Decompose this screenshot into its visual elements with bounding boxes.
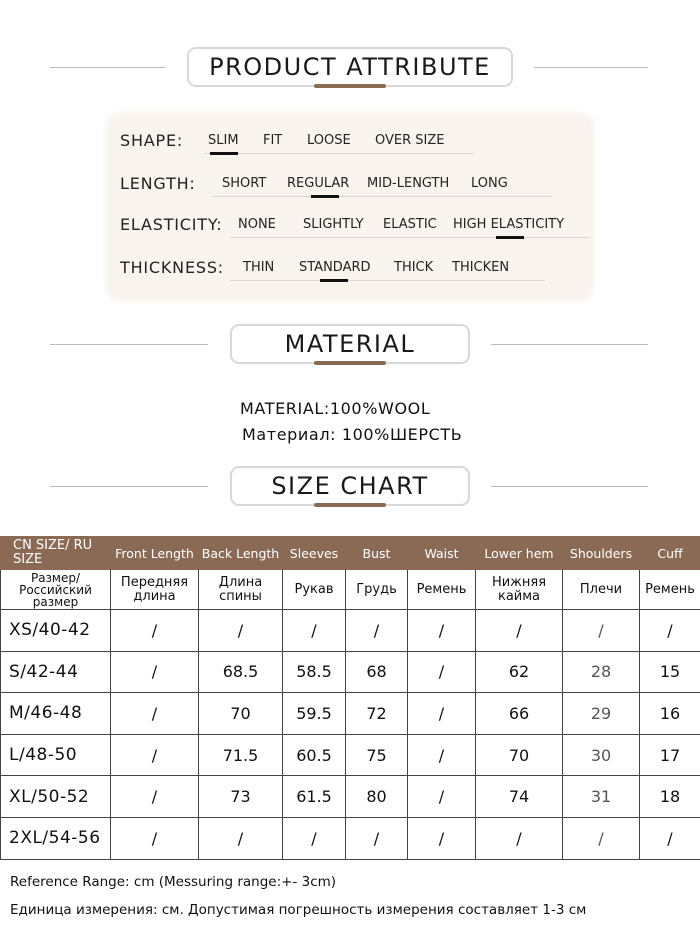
table-cell: 70 (476, 734, 563, 776)
divider-left (50, 344, 208, 345)
table-cell: / (199, 817, 283, 859)
table-cell: 70 (199, 693, 283, 735)
divider-right (491, 344, 648, 345)
table-cell: / (476, 817, 563, 859)
table-cell: / (199, 610, 283, 652)
attribute-option: SHORT (222, 176, 267, 191)
table-cell: 80 (346, 776, 408, 818)
table-cell: 66 (476, 693, 563, 735)
column-header-en: Waist (408, 537, 476, 570)
material-title-box (230, 324, 470, 364)
material-ru: Материал: 100%ШЕРСТЬ (242, 425, 463, 444)
attribute-baseline (230, 280, 545, 281)
attribute-label: THICKNESS: (120, 258, 224, 277)
product-attribute-title: PRODUCT ATTRIBUTE (209, 53, 491, 81)
table-cell: 61.5 (283, 776, 346, 818)
table-cell: / (408, 776, 476, 818)
attribute-baseline (230, 237, 590, 238)
table-row (1, 693, 700, 735)
table-cell: 18 (640, 776, 700, 818)
table-cell: / (111, 776, 199, 818)
table-cell: / (283, 610, 346, 652)
attribute-option: HIGH ELASTICITY (453, 217, 565, 232)
size-column-header-en: CN SIZE/ RU SIZE (1, 537, 111, 570)
material-title: MATERIAL (284, 330, 416, 358)
table-cell: / (111, 693, 199, 735)
footnote-en: Reference Range: cm (Messuring range:+- 3cm) (10, 874, 337, 890)
attribute-label: LENGTH: (120, 174, 196, 193)
attribute-option: THICKEN (452, 260, 510, 275)
column-header-ru: Длина спины (199, 570, 283, 610)
column-header-ru: Грудь (346, 570, 408, 610)
table-cell: 15 (640, 651, 700, 693)
size-cell: XL/50-52 (1, 776, 111, 818)
table-cell: / (408, 693, 476, 735)
column-header-ru: Ремень (640, 570, 700, 610)
size-cell: 2XL/54-56 (1, 817, 111, 859)
column-header-ru: Рукав (283, 570, 346, 610)
attribute-option: LOOSE (307, 133, 351, 148)
attribute-option: NONE (238, 217, 276, 232)
product-attribute-header (0, 47, 700, 91)
size-cell: S/42-44 (1, 651, 111, 693)
selected-marker (311, 195, 339, 198)
table-cell: / (640, 817, 700, 859)
column-header-en: Lower hem (476, 537, 563, 570)
table-cell: 62 (476, 651, 563, 693)
size-chart-header (0, 466, 700, 510)
size-cell: XS/40-42 (1, 610, 111, 652)
table-cell: 68 (346, 651, 408, 693)
attribute-option: THICK (394, 260, 434, 275)
table-cell: / (111, 734, 199, 776)
table-cell: / (563, 610, 640, 652)
attribute-option: FIT (263, 133, 283, 148)
table-cell: / (346, 817, 408, 859)
column-header-ru: Ремень (408, 570, 476, 610)
attribute-baseline (212, 196, 552, 197)
column-header-en: Front Length (111, 537, 199, 570)
title-accent-bar (314, 503, 386, 507)
column-header-en: Back Length (199, 537, 283, 570)
table-cell: 60.5 (283, 734, 346, 776)
table-cell: / (476, 610, 563, 652)
table-cell: 29 (563, 693, 640, 735)
table-cell: / (640, 610, 700, 652)
divider-right (491, 486, 648, 487)
product-attribute-title-box (187, 47, 513, 87)
table-cell: 58.5 (283, 651, 346, 693)
column-header-ru: Передняя длина (111, 570, 199, 610)
divider-left (50, 486, 208, 487)
attribute-option: ELASTIC (383, 217, 437, 232)
table-cell: 71.5 (199, 734, 283, 776)
selected-marker (496, 236, 524, 239)
column-header-ru: Нижняя кайма (476, 570, 563, 610)
table-cell: 72 (346, 693, 408, 735)
material-header (0, 324, 700, 368)
table-cell: 31 (563, 776, 640, 818)
table-row (1, 817, 700, 859)
attribute-option: LONG (471, 176, 508, 191)
size-chart-table (0, 536, 700, 860)
title-accent-bar (314, 84, 386, 88)
column-header-en: Shoulders (563, 537, 640, 570)
table-row (1, 776, 700, 818)
divider-left (50, 67, 165, 68)
table-cell: / (111, 651, 199, 693)
attribute-option: OVER SIZE (375, 133, 445, 148)
table-cell: 59.5 (283, 693, 346, 735)
table-cell: 74 (476, 776, 563, 818)
divider-right (534, 67, 648, 68)
material-info (240, 396, 500, 448)
size-chart-title-box (230, 466, 470, 506)
table-cell: 16 (640, 693, 700, 735)
selected-marker (210, 152, 238, 155)
title-accent-bar (314, 361, 386, 365)
table-header-en (1, 537, 700, 570)
table-cell: / (408, 734, 476, 776)
table-row (1, 651, 700, 693)
table-cell: 30 (563, 734, 640, 776)
size-cell: L/48-50 (1, 734, 111, 776)
attribute-option: MID-LENGTH (367, 176, 450, 191)
attribute-option: THIN (243, 260, 275, 275)
attribute-label: ELASTICITY: (120, 215, 223, 234)
size-cell: M/46-48 (1, 693, 111, 735)
attribute-option: SLIM (208, 133, 239, 148)
column-header-en: Bust (346, 537, 408, 570)
attribute-label: SHAPE: (120, 131, 184, 150)
footnote-ru: Единица измерения: см. Допустимая погрешность измерения составляет 1-3 см (10, 902, 587, 918)
selected-marker (320, 279, 348, 282)
table-cell: 17 (640, 734, 700, 776)
attribute-option: SLIGHTLY (303, 217, 364, 232)
size-chart-title: SIZE CHART (271, 472, 429, 500)
size-column-header-ru: Размер/ Российский размер (1, 570, 111, 610)
table-cell: / (563, 817, 640, 859)
table-cell: 75 (346, 734, 408, 776)
attribute-baseline (204, 153, 474, 154)
column-header-en: Cuff (640, 537, 700, 570)
table-cell: / (346, 610, 408, 652)
table-cell: / (408, 817, 476, 859)
table-cell: / (111, 610, 199, 652)
material-en: MATERIAL:100%WOOL (240, 399, 431, 418)
table-cell: 73 (199, 776, 283, 818)
table-cell: / (111, 817, 199, 859)
attribute-option: REGULAR (287, 176, 350, 191)
attribute-option: STANDARD (299, 260, 371, 275)
table-cell: / (408, 610, 476, 652)
column-header-en: Sleeves (283, 537, 346, 570)
table-row (1, 734, 700, 776)
table-cell: / (408, 651, 476, 693)
table-cell: 28 (563, 651, 640, 693)
column-header-ru: Плечи (563, 570, 640, 610)
table-cell: 68.5 (199, 651, 283, 693)
table-cell: / (283, 817, 346, 859)
table-header-ru (1, 570, 700, 610)
table-row (1, 610, 700, 652)
attribute-panel (110, 117, 590, 297)
